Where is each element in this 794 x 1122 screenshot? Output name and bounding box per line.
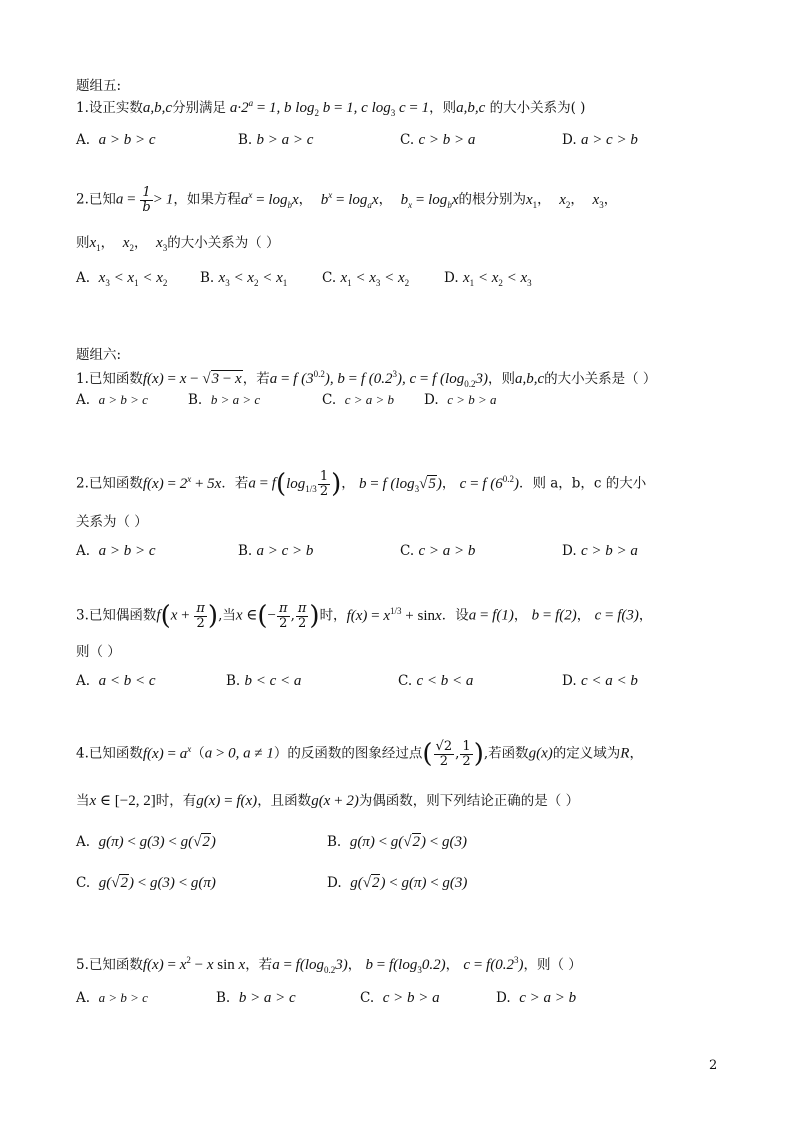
g6-q5-option-c: C. c > b > a [360,990,440,1006]
g6-q3-option-c: C. c < b < a [398,673,474,689]
g6-q2-option-a: A. a > b > c [76,543,156,559]
g6-q3-option-a: A. a < b < c [76,673,156,689]
g6-q5-option-b: B. b > a > c [216,990,296,1006]
g6-q1-option-d: D. c > b > a [424,392,497,408]
g6-q5-option-a: A. a > b > c [76,990,148,1006]
g6-q4-option-d: D. g(√2) < g(π) < g(3) [327,875,468,891]
g6-q3-option-b: B. b < c < a [226,673,302,689]
g6-q1-stem: 1.已知函数f(x) = x − √3 − x，若a = f $(3^{0.2})$, b = f $(0.2^3)$, c = f $(\log_{0.2}3)$，则a,b,c的大小关系是（ ） [76,369,657,389]
g6-q1-option-c: C. c > a > b [322,392,395,408]
g5-q1-option-b: B. b > a > c [238,132,314,148]
group5-title: 题组五: [76,78,122,94]
g5-q2-stem: 2.已知a = $\frac{1}{b}$ > 1，如果方程$a^x = \log_bx$， $b^x = \log_ax$， $b_x = \log_bx$的根分别为$x_1$， $x_2$， $x_3$， [76,185,618,215]
g5-q2-stem-line2: 则$x_1$， $x_2$， $x_3$的大小关系为（ ） [76,235,280,253]
g6-q3-stem: 3.已知偶函数f(x + $\frac{\pi}{2}$ ),当x ∈(− $\frac{\pi}{2}$ , $\frac{\pi}{2}$ )时，$f(x) = x^{1/3} + \sin x$．设a = f(1)， b = f(2)， c = f(3)， [76,601,653,632]
g6-q4-stem-line2: 当x ∈ [−2, 2]时，有g(x) = f(x)，且函数g(x + 2)为偶函数，则下列结论正确的是（ ） [76,793,580,809]
g6-q4-option-a: A. g(π) < g(3) < g(√2) [76,834,216,850]
g5-q2-option-a: A. $x_3 < x_1 < x_2$ [76,270,168,288]
g6-q2-option-b: B. a > c > b [238,543,314,559]
g5-q1-option-c: C. c > b > a [400,132,476,148]
g6-q2-stem-line2: 关系为（ ） [76,514,148,530]
g5-q2-option-c: C. $x_1 < x_3 < x_2$ [322,270,410,288]
page-number: 2 [709,1058,718,1073]
g6-q1-option-a: A. a > b > c [76,392,148,408]
g6-q4-option-b: B. g(π) < g(√2) < g(3) [327,834,467,850]
g6-q4-stem: 4.已知函数$f(x) = a^x(a > 0$, a ≠ 1）的反函数的图象经过点( $\frac{√2}{2}$ , $\frac{1}{2}$ ),若函数g(x)的定义域为R， [76,739,643,770]
g6-q3-stem-line2: 则（ ） [76,644,121,660]
g5-q1-stem: 1.设正实数a,b,c分别满足 $a\cdot 2^a = 1$, b $\log_2 b = 1$, c $\log_3 c = 1$，则a,b,c 的大小关系为( ) [76,98,586,118]
g6-q5-stem: 5.已知函数$f(x) = x^2 - x$ sin x，若$a = f(\log_{0.2}3)$， $b = f(\log_30.2)$， $c = f(0.2^3)$，则（ ） [76,955,582,975]
g6-q4-option-c: C. g(√2) < g(3) < g(π) [76,875,216,891]
g6-q3-option-d: D. c < a < b [562,673,638,689]
g5-q2-option-d: D. $x_1 < x_2 < x_3$ [444,270,532,288]
g6-q5-option-d: D. c > a > b [496,990,577,1006]
g5-q1-option-d: D. a > c > b [562,132,638,148]
g6-q2-option-c: C. c > a > b [400,543,476,559]
g6-q2-option-d: D. c > b > a [562,543,638,559]
g5-q2-option-b: B. $x_3 < x_2 < x_1$ [200,270,288,288]
group6-title: 题组六: [76,347,122,363]
g5-q1-option-a: A. a > b > c [76,132,156,148]
g6-q2-stem: 2.已知函数$f(x) = 2^x + 5x$．若$a = f(\log_{1/3}$ $\frac{1}{2}$ )， b = f $(\log_3√5)$， c = f $(6^{0.2})$．则 a，b，c 的大小 [76,469,647,500]
g6-q1-option-b: B. b > a > c [188,392,261,408]
